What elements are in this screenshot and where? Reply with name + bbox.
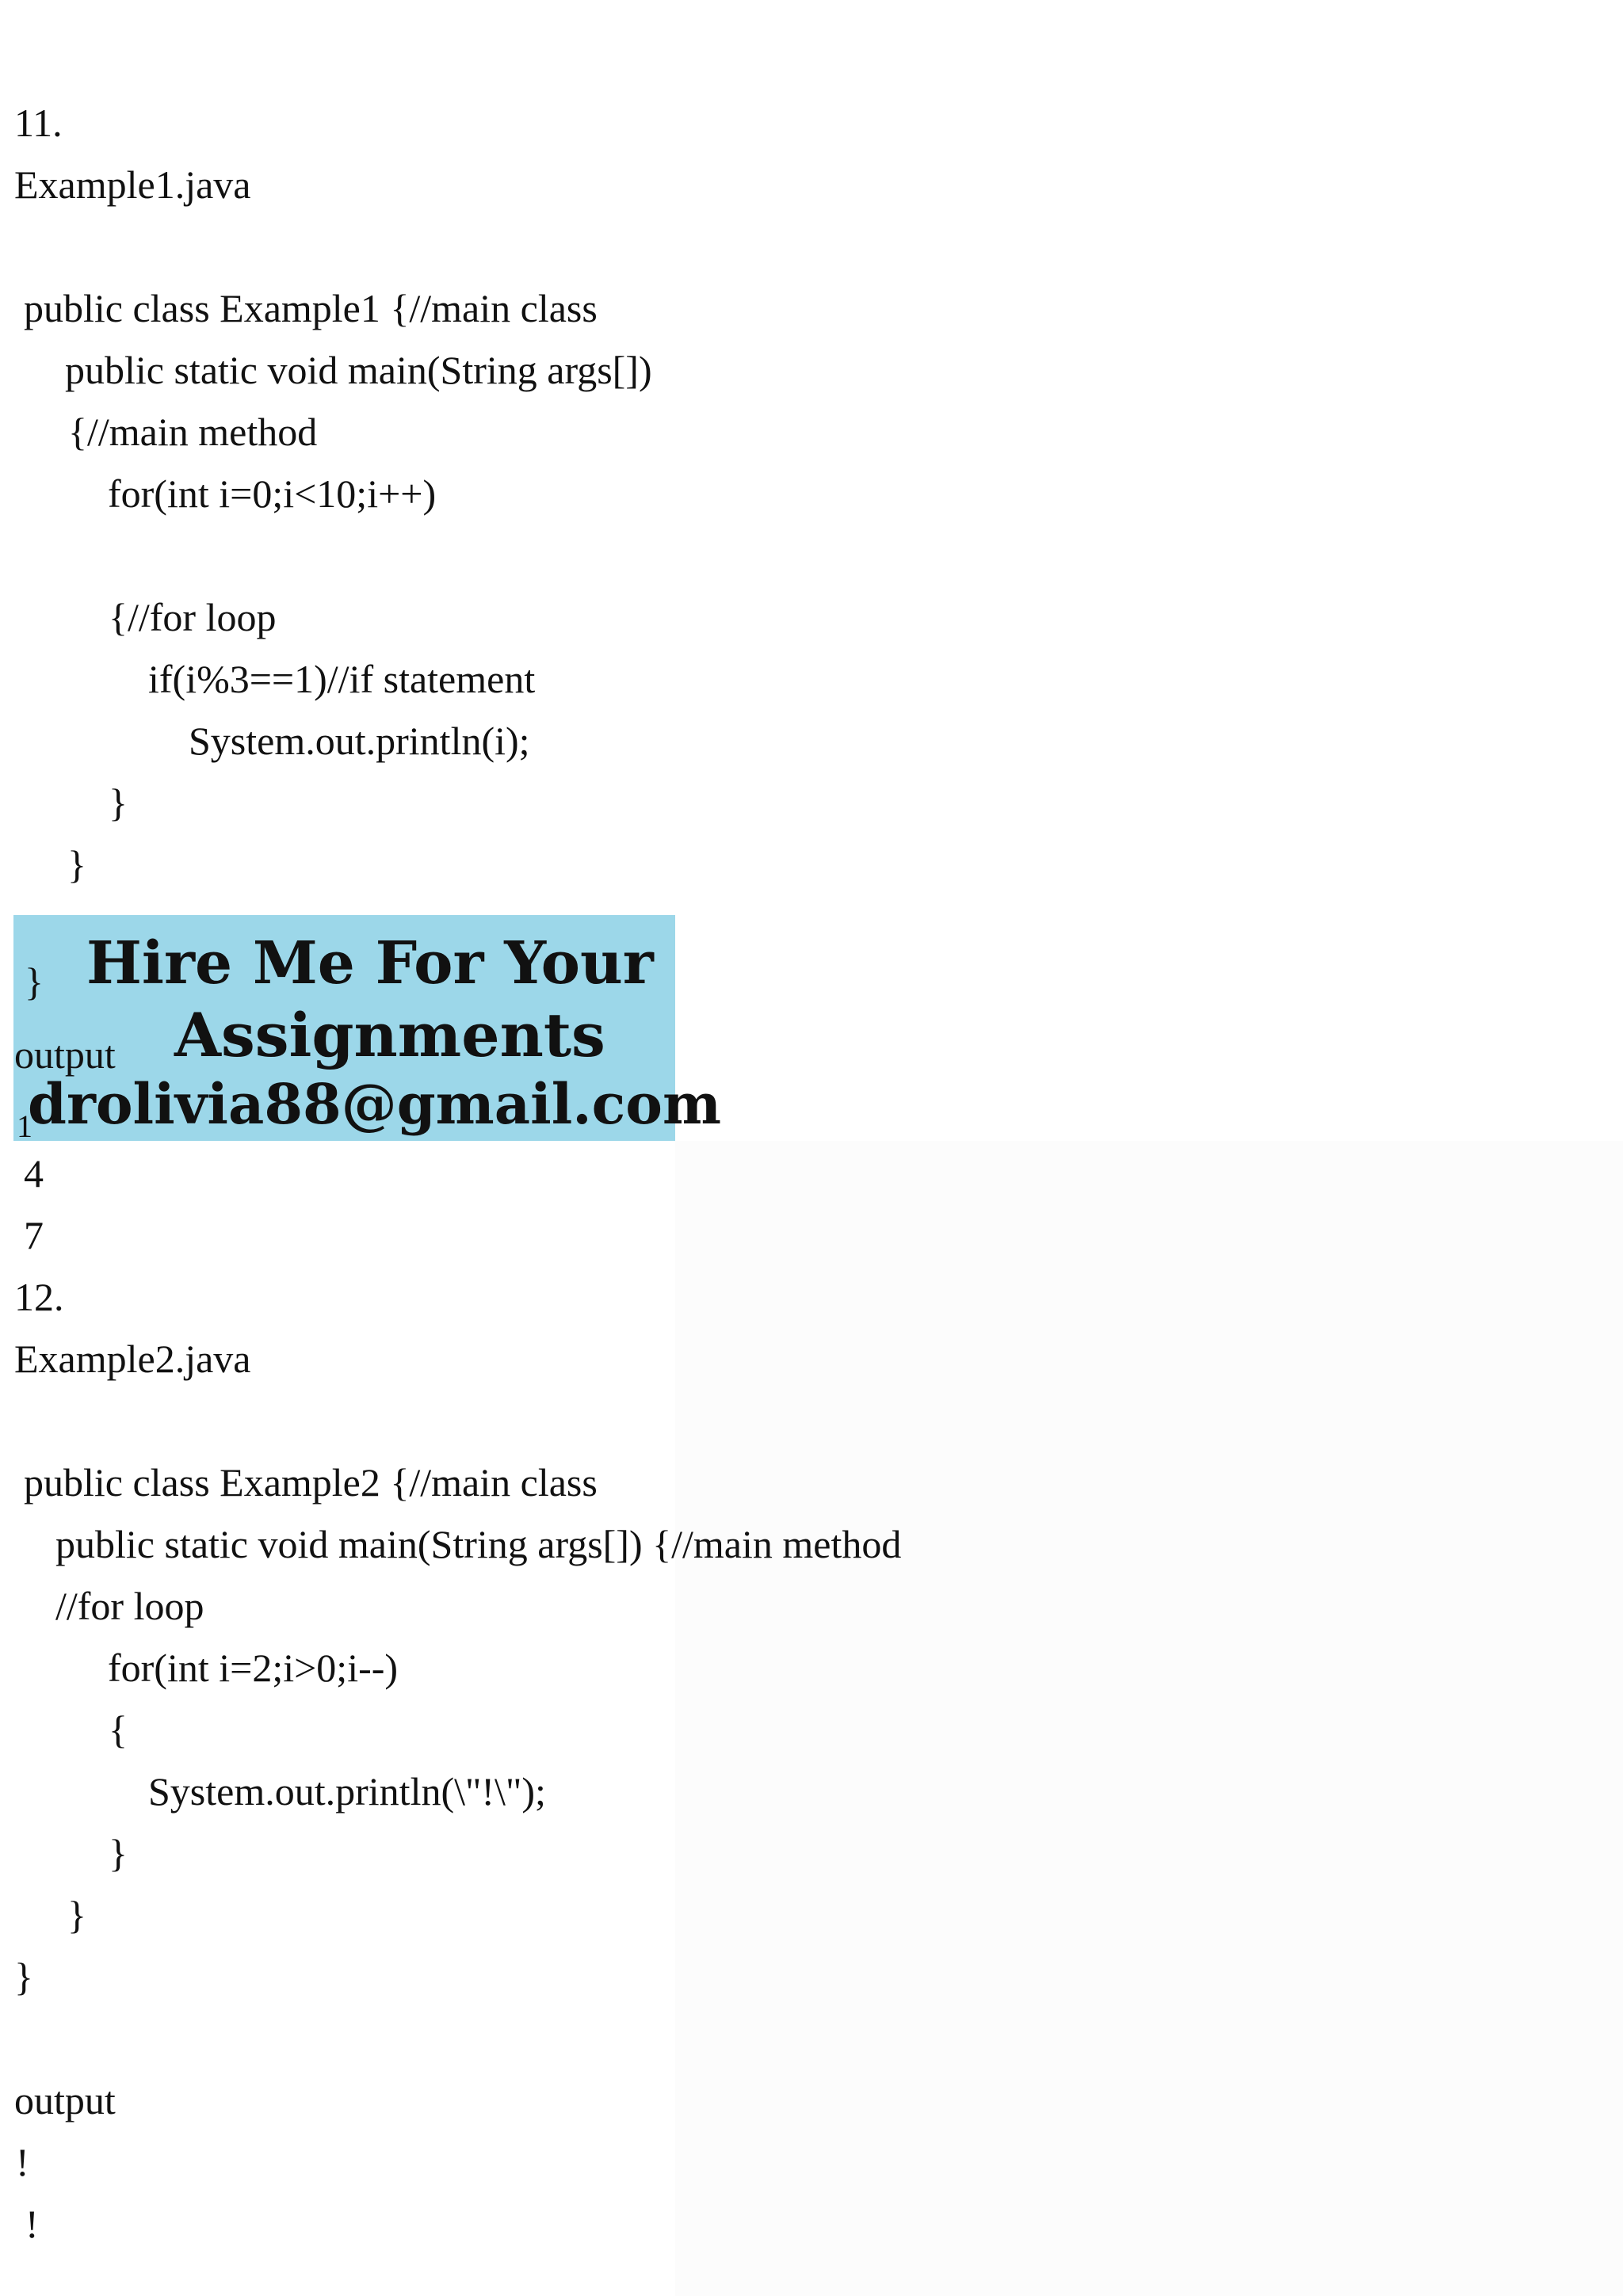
section-number: 12. [14,1275,64,1319]
output-value: 7 [24,1213,44,1257]
code-line: System.out.println(\"!\"); [148,1769,546,1814]
output-value: 4 [24,1151,44,1196]
code-line: for(int i=2;i>0;i--) [108,1646,399,1690]
code-line: } [14,1955,33,1999]
code-line: {//for loop [109,595,277,639]
promo-line-1: Hire Me For Your [86,929,654,997]
code-line: {//main method [68,410,318,454]
code-line: System.out.println(i); [189,719,530,763]
code-line: } [25,959,44,1004]
output-label: output [14,1032,116,1077]
promo-banner [13,915,722,1144]
output-value: ! [25,2202,39,2246]
page-background-tint [675,1141,1623,2296]
code-line: if(i%3==1)//if statement [148,657,536,701]
code-line: //for loop [55,1584,204,1628]
code-line: public class Example2 {//main class [24,1460,598,1505]
code-line: public class Example1 {//main class [24,286,598,330]
code-line: } [67,1893,86,1937]
promo-line-2: Assignments [174,1000,605,1070]
file-name: Example1.java [14,162,251,207]
code-line: } [67,842,86,887]
code-line: { [109,1707,128,1752]
promo-email: drolivia88@gmail.com [28,1071,722,1137]
section-number: 11. [14,101,63,145]
output-value: ! [16,2140,29,2184]
code-line: } [109,1831,128,1875]
file-name: Example2.java [14,1337,251,1381]
code-line: public static void main(String args[]) [65,348,652,392]
code-line: public static void main(String args[]) {//main method [55,1522,902,1566]
output-label: output [14,2078,116,2122]
code-line: for(int i=0;i<10;i++) [108,471,437,516]
code-line: } [109,780,128,825]
output-value: 1 [17,1108,32,1144]
